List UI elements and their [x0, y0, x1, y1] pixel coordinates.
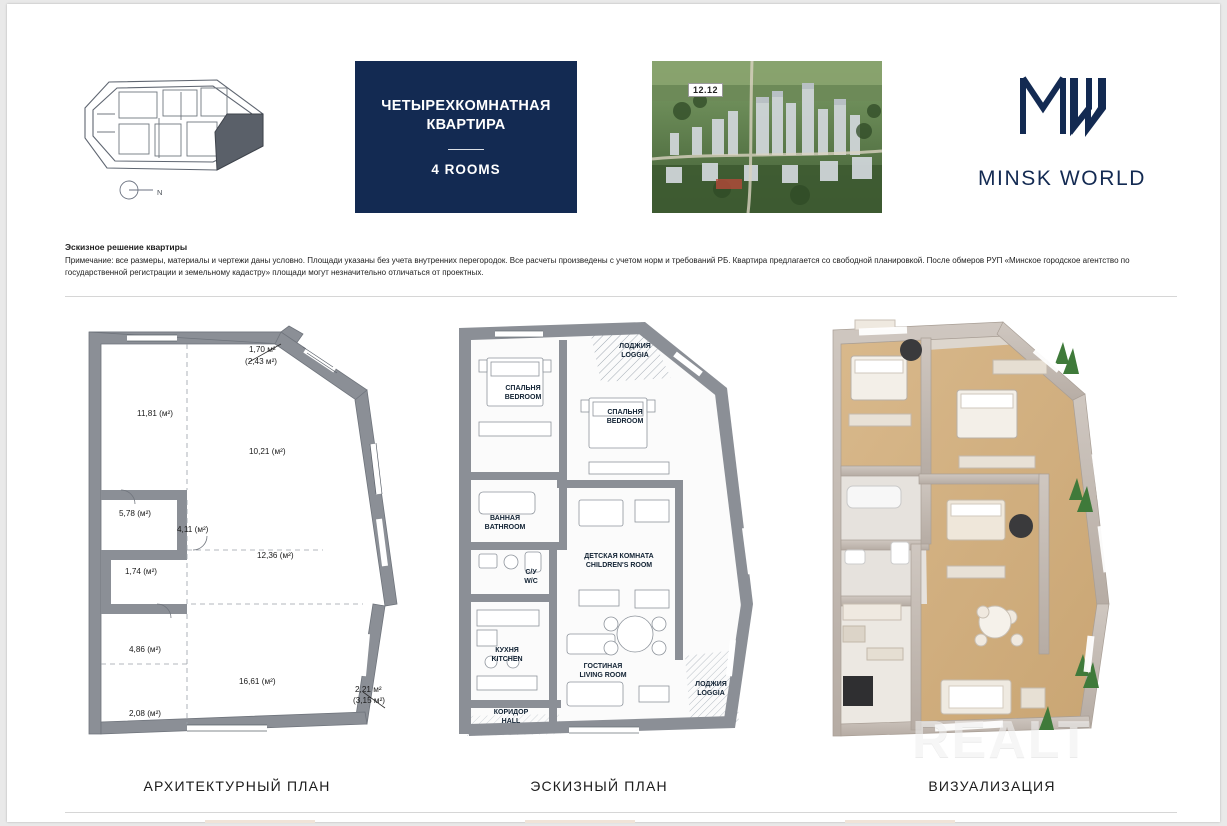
aerial-map-image: [652, 61, 882, 213]
area-label: 12,36 (м²): [257, 551, 294, 560]
room-label-en: BEDROOM: [504, 394, 542, 401]
room-label-en: LOGGIA: [621, 352, 649, 359]
document-page: [7, 4, 1220, 822]
room-label-en: LOGGIA: [697, 690, 725, 697]
divider-top: [65, 296, 1177, 297]
title-en: 4 ROOMS: [431, 162, 501, 177]
room-label-ru: СПАЛЬНЯ: [607, 409, 643, 416]
room-label-ru: КУХНЯ: [495, 647, 519, 654]
caption-visual: ВИЗУАЛИЗАЦИЯ: [928, 778, 1056, 794]
divider-bottom: [65, 812, 1177, 813]
area-label: (2,43 м²): [245, 357, 278, 366]
area-label: 1,70 м²: [249, 345, 276, 354]
room-label-en: W/C: [524, 578, 538, 585]
title-ru-line2: КВАРТИРА: [426, 117, 506, 133]
aerial-badge: 12.12: [688, 83, 723, 97]
room-label-en: BATHROOM: [484, 524, 526, 531]
sketch-plan: [439, 304, 759, 804]
notes-title: Эскизное решение квартиры: [65, 242, 188, 252]
mw-monogram-icon: [957, 64, 1167, 156]
visualization-render: [807, 304, 1177, 804]
brand-logo: [957, 64, 1167, 214]
area-label: (3,15 м²): [353, 696, 386, 705]
notes-body: Примечание: все размеры, материалы и чертежи даны условно. Площади указаны без учета внутренних перегородок. Все расчеты произведены с учетом норм и требований РБ. Квартира предлагается со свободной планировкой. После обмеров РУП «Минское городское агентство по государственной регистрации и земельному кадастру» площади могут незначительно отличаться от проектных.: [65, 256, 1130, 277]
area-label: 11,81 (м²): [137, 409, 173, 418]
area-label: 4,86 (м²): [129, 645, 162, 654]
compass-label: N: [157, 188, 163, 197]
room-label-ru: ЛОДЖИЯ: [695, 681, 727, 688]
area-label: 16,61 (м²): [239, 677, 276, 686]
room-label-en: BEDROOM: [606, 418, 644, 425]
room-label-en: CHILDREN'S ROOM: [585, 562, 653, 569]
room-label-en: HALL: [501, 718, 521, 725]
room-label-ru: ГОСТИНАЯ: [583, 663, 623, 670]
brand-name: MINSK WORLD: [977, 167, 1147, 190]
area-label: 2,21 м²: [355, 685, 382, 694]
floor-key-plan: [67, 62, 277, 212]
header: [7, 4, 1220, 236]
area-label: 5,78 (м²): [119, 509, 152, 518]
room-label-ru: КОРИДОР: [493, 709, 529, 716]
footer-strip: [65, 820, 1177, 823]
room-label-ru: ЛОДЖИЯ: [619, 343, 651, 350]
room-label-ru: ДЕТСКАЯ КОМНАТА: [584, 553, 654, 560]
area-label: 1,74 (м²): [125, 567, 158, 576]
area-label: 2,08 (м²): [129, 709, 162, 718]
room-label-ru: С/У: [525, 569, 537, 576]
room-label-en: LIVING ROOM: [579, 672, 627, 679]
area-label: 10,21 (м²): [249, 447, 286, 456]
caption-architectural: АРХИТЕКТУРНЫЙ ПЛАН: [143, 778, 331, 794]
notes-block: [65, 242, 1185, 278]
title-divider: [448, 149, 484, 150]
title-card: [355, 61, 577, 213]
room-label-ru: ВАННАЯ: [490, 515, 520, 522]
area-label: 4,11 (м²): [177, 525, 209, 534]
title-ru-line1: ЧЕТЫРЕХКОМНАТНАЯ: [381, 98, 551, 114]
watermark: REALT: [912, 711, 1092, 769]
plans-row: [7, 304, 1220, 804]
room-label-en: KITCHEN: [491, 656, 523, 663]
caption-sketch: ЭСКИЗНЫЙ ПЛАН: [530, 778, 668, 794]
room-label-ru: СПАЛЬНЯ: [505, 385, 541, 392]
architectural-plan: [67, 304, 407, 804]
